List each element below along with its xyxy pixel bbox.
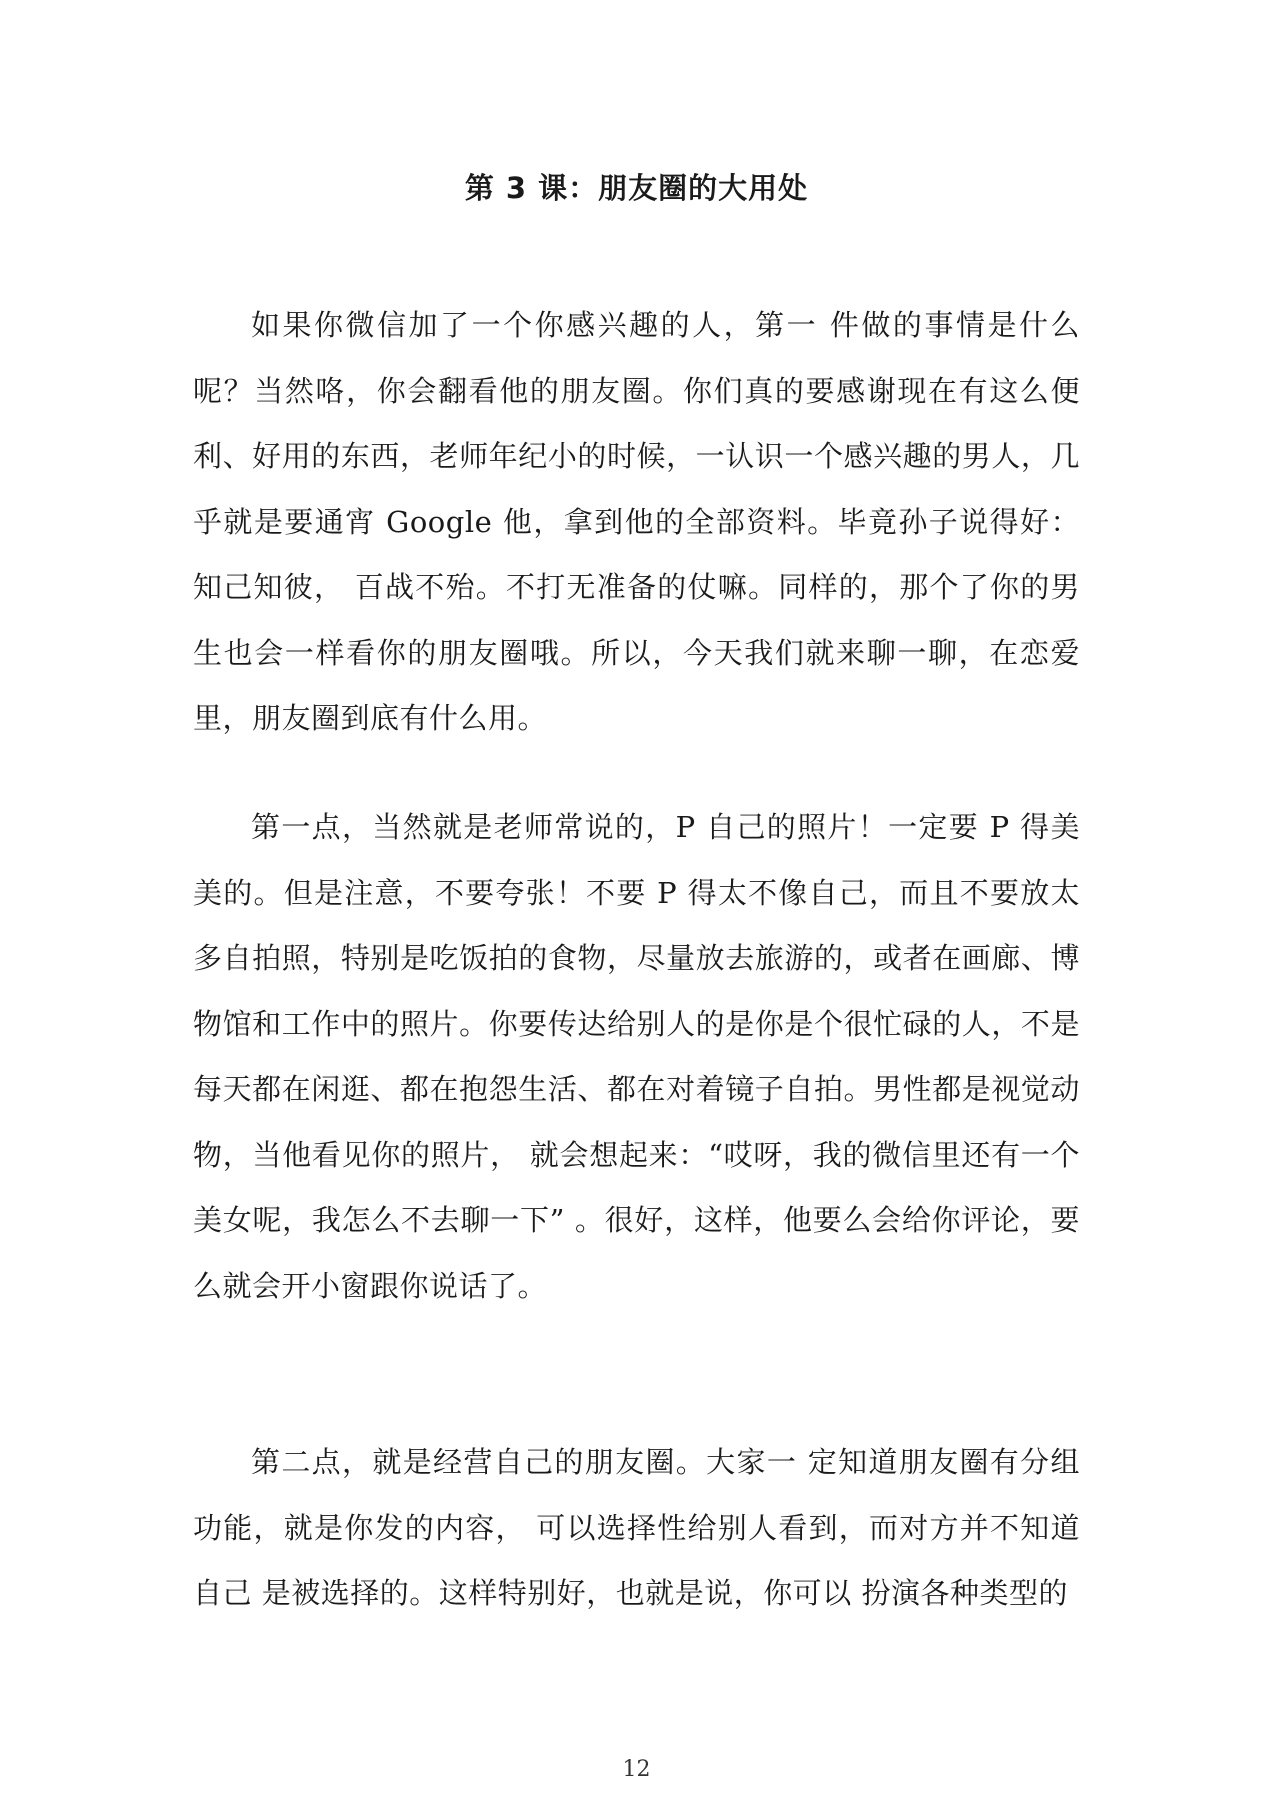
page-number: 12	[622, 1757, 651, 1782]
paragraph-3: 第二点，就是经营自己的朋友圈。大家一 定知道朋友圈有分组功能，就是你发的内容， 可以选择性给别人看到，而对方并不知道自己 是被选择的。这样特别好，也就是说，你可以 扮演各种类型的	[193, 1445, 1080, 1610]
paragraph-3-container	[193, 1430, 1080, 1627]
paragraph-1: 如果你微信加了一个你感兴趣的人，第一 件做的事情是什么呢？当然咯，你会翻看他的朋友圈。你们真的要感谢现在有这么便利、好用的东西，老师年纪小的时候，一认识一个感兴趣的男人，几乎就是要通宵 Google 他，拿到他的全部资料。毕竟孙子说得好：知己知彼， 百战不殆。不打无准备的仗嘛。同样的，那个了你的男生也会一样看你的朋友圈哦。所以，今天我们就来聊一聊，在恋爱里，朋友圈到底有什么用。	[193, 308, 1080, 735]
paragraph-1-container	[193, 293, 1080, 752]
paragraph-2: 第一点，当然就是老师常说的，P 自己的照片！一定要 P 得美美的。但是注意，不要夸张！不要 P 得太不像自己，而且不要放太多自拍照，特别是吃饭拍的食物，尽量放去旅游的，或者在画廊、博物馆和工作中的照片。你要传达给别人的是你是个很忙碌的人，不是每天都在闲逛、都在抱怨生活、都在对着镜子自拍。男性都是视觉动物，当他看见你的照片， 就会想起来：“哎呀，我的微信里还有一个美女呢，我怎么不去聊一下” 。很好，这样，他要么会给你评论，要么就会开小窗跟你说话了。	[193, 810, 1080, 1303]
paragraph-2-container	[193, 795, 1080, 1319]
lesson-title: 第 3 课：朋友圈的大用处	[464, 171, 809, 205]
